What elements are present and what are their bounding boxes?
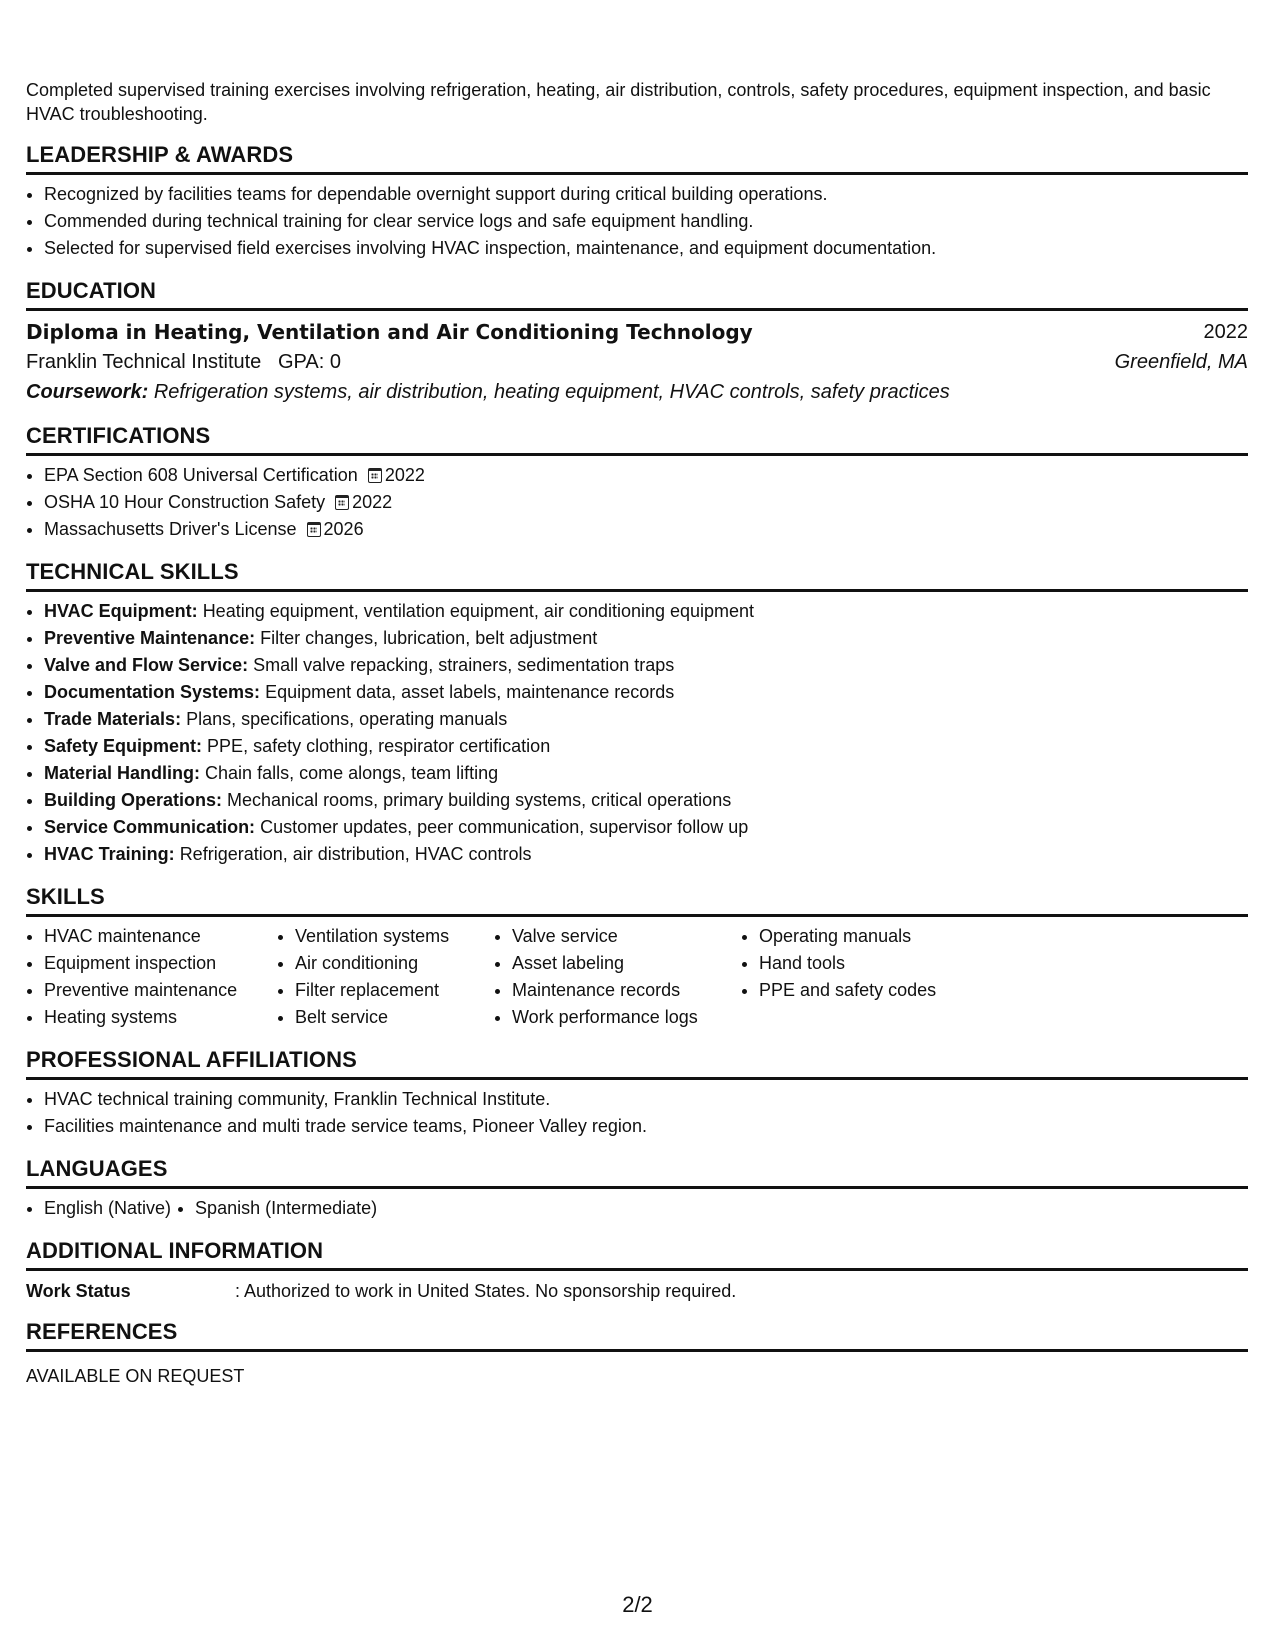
skill-label: Building Operations: — [44, 790, 222, 810]
calendar-icon — [307, 522, 321, 537]
language-item: • Spanish (Intermediate) — [195, 1195, 377, 1222]
skill-label: Service Communication: — [44, 817, 256, 837]
list-item — [44, 787, 1248, 814]
resume-page — [26, 0, 1248, 1388]
section-title-education: EDUCATION — [26, 278, 1248, 311]
list-item: • Ventilation systems — [295, 923, 494, 950]
list-item: • Equipment inspection — [44, 950, 277, 977]
languages-list — [26, 1195, 1248, 1222]
skill-text: Customer updates, peer communication, supervisor follow up — [260, 817, 749, 837]
list-item: • Work performance logs — [512, 1004, 741, 1031]
additional-info-section — [26, 1238, 1248, 1303]
skills-column — [494, 923, 741, 1031]
skills-columns — [26, 923, 1248, 1031]
leadership-section — [26, 142, 1248, 262]
list-item: • Valve service — [512, 923, 741, 950]
skill-label: Valve and Flow Service: — [44, 655, 249, 675]
list-item: • Recognized by facilities teams for dependable overnight support during critical building operations. — [44, 181, 1248, 208]
certification-year: 2022 — [352, 492, 393, 512]
experience-continuation: Completed supervised training exercises involving refrigeration, heating, air distribution, controls, safety procedures, equipment inspection, and basic HVAC troubleshooting. — [26, 80, 1211, 124]
list-item: • Filter replacement — [295, 977, 494, 1004]
certification-name: Massachusetts Driver's License — [44, 519, 297, 539]
technical-skills-list — [26, 598, 1248, 868]
skill-text: Mechanical rooms, primary building systems, critical operations — [227, 790, 732, 810]
list-item: • Air conditioning — [295, 950, 494, 977]
skill-text: Heating equipment, ventilation equipment, air conditioning equipment — [202, 601, 755, 621]
coursework — [26, 377, 1248, 407]
skill-label: Safety Equipment: — [44, 736, 203, 756]
coursework-text: Refrigeration systems, air distribution, heating equipment, HVAC controls, safety practices — [153, 381, 950, 403]
list-item: • Preventive maintenance — [44, 977, 277, 1004]
degree: Diploma in Heating, Ventilation and Air Conditioning Technology — [26, 320, 753, 344]
skill-text: Small valve repacking, strainers, sedimentation traps — [253, 655, 675, 675]
list-item — [44, 598, 1248, 625]
references-section — [26, 1319, 1248, 1388]
skills-section — [26, 884, 1248, 1031]
certification-item — [44, 516, 1248, 543]
list-item — [44, 841, 1248, 868]
skills-column — [26, 923, 277, 1031]
references-text: AVAILABLE ON REQUEST — [26, 1366, 245, 1386]
skill-text: Chain falls, come alongs, team lifting — [205, 763, 499, 783]
list-item: • Operating manuals — [759, 923, 989, 950]
languages-section — [26, 1156, 1248, 1222]
section-title-technical-skills: TECHNICAL SKILLS — [26, 559, 1248, 592]
calendar-icon — [335, 495, 349, 510]
section-title-leadership: LEADERSHIP & AWARDS — [26, 142, 1248, 175]
certifications-section — [26, 423, 1248, 543]
page-number: 2/2 — [622, 1592, 653, 1617]
school-name: Franklin Technical Institute — [26, 351, 262, 373]
list-item: • Commended during technical training for clear service logs and safe equipment handling. — [44, 208, 1248, 235]
list-item: • Heating systems — [44, 1004, 277, 1031]
list-item — [44, 706, 1248, 733]
certification-year: 2026 — [323, 519, 364, 539]
list-item — [44, 625, 1248, 652]
skill-label: Material Handling: — [44, 763, 201, 783]
skill-text: PPE, safety clothing, respirator certification — [207, 736, 551, 756]
gpa: GPA: 0 — [277, 351, 341, 373]
skill-label: HVAC Equipment: — [44, 601, 198, 621]
list-item — [44, 733, 1248, 760]
certification-name: EPA Section 608 Universal Certification — [44, 465, 358, 485]
section-title-skills: SKILLS — [26, 884, 1248, 917]
skill-label: Preventive Maintenance: — [44, 628, 256, 648]
list-item — [44, 760, 1248, 787]
language-item: • English (Native) — [44, 1195, 171, 1222]
list-item — [44, 679, 1248, 706]
skill-text: Equipment data, asset labels, maintenance records — [265, 682, 675, 702]
skill-text: Refrigeration, air distribution, HVAC controls — [179, 844, 532, 864]
section-title-references: REFERENCES — [26, 1319, 1248, 1352]
skill-label: Documentation Systems: — [44, 682, 261, 702]
certifications-list — [26, 462, 1248, 543]
list-item: • PPE and safety codes — [759, 977, 989, 1004]
technical-skills-section — [26, 559, 1248, 868]
section-title-additional-info: ADDITIONAL INFORMATION — [26, 1238, 1248, 1271]
list-item: • Asset labeling — [512, 950, 741, 977]
list-item — [44, 652, 1248, 679]
certification-year: 2022 — [384, 465, 425, 485]
section-title-certifications: CERTIFICATIONS — [26, 423, 1248, 456]
list-item: • Hand tools — [759, 950, 989, 977]
skill-label: HVAC Training: — [44, 844, 175, 864]
school-location: Greenfield, MA — [1114, 351, 1248, 373]
graduation-year: 2022 — [1203, 321, 1248, 343]
list-item: • HVAC technical training community, Franklin Technical Institute. — [44, 1086, 1248, 1113]
section-title-affiliations: PROFESSIONAL AFFILIATIONS — [26, 1047, 1248, 1080]
education-section — [26, 278, 1248, 407]
work-status-label: Work Status — [26, 1281, 131, 1301]
list-item: • Belt service — [295, 1004, 494, 1031]
work-status-value: : Authorized to work in United States. No sponsorship required. — [235, 1281, 737, 1301]
coursework-label: Coursework: — [26, 381, 149, 403]
list-item: • Facilities maintenance and multi trade service teams, Pioneer Valley region. — [44, 1113, 1248, 1140]
list-item: • Maintenance records — [512, 977, 741, 1004]
leadership-list — [26, 181, 1248, 262]
calendar-icon — [368, 468, 382, 483]
certification-item — [44, 489, 1248, 516]
list-item: • Selected for supervised field exercises involving HVAC inspection, maintenance, and equipment documentation. — [44, 235, 1248, 262]
skills-column — [741, 923, 989, 1031]
certification-item — [44, 462, 1248, 489]
certification-name: OSHA 10 Hour Construction Safety — [44, 492, 326, 512]
skill-label: Trade Materials: — [44, 709, 182, 729]
section-title-languages: LANGUAGES — [26, 1156, 1248, 1189]
skill-text: Plans, specifications, operating manuals — [186, 709, 508, 729]
affiliations-list — [26, 1086, 1248, 1140]
skills-column — [277, 923, 494, 1031]
affiliations-section — [26, 1047, 1248, 1140]
list-item: • HVAC maintenance — [44, 923, 277, 950]
list-item — [44, 814, 1248, 841]
skill-text: Filter changes, lubrication, belt adjustment — [260, 628, 598, 648]
work-status-row — [26, 1279, 1248, 1303]
